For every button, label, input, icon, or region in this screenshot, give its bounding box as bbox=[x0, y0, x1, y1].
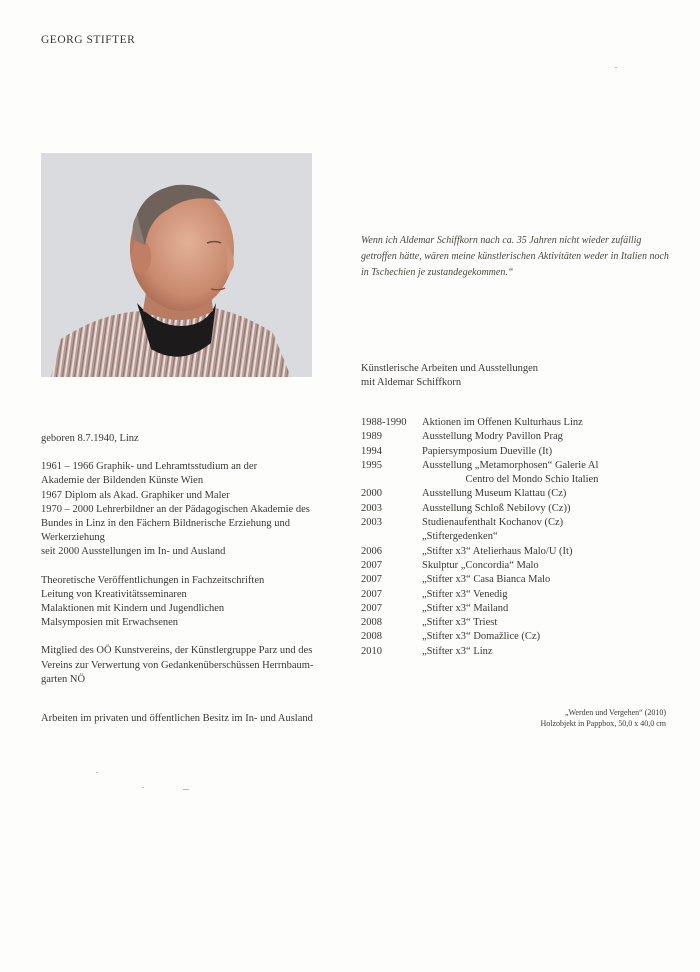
timeline-entry-text: Ausstellung Schloß Nebilovy (Cz)) bbox=[422, 502, 571, 514]
timeline-year: 2010 bbox=[361, 645, 382, 657]
timeline-year: 1989 bbox=[361, 431, 382, 443]
artwork-title: „Werden und Vergehen“ (2010) bbox=[564, 708, 666, 717]
scan-speck bbox=[183, 789, 189, 790]
timeline-row bbox=[361, 530, 598, 544]
timeline-year bbox=[361, 530, 422, 544]
timeline-row bbox=[361, 430, 598, 444]
timeline-year: 2003 bbox=[361, 517, 382, 529]
timeline-year: 2000 bbox=[361, 488, 382, 500]
timeline-entry bbox=[422, 588, 598, 602]
timeline-entry bbox=[422, 445, 598, 459]
works-ownership-note: Arbeiten im privaten und öffentlichen Besitz im In- und Ausland bbox=[41, 713, 313, 724]
timeline-entry-text: „Stifter x3“ Mailand bbox=[422, 602, 509, 614]
timeline-entry-text: „Stifter x3“ Atelierhaus Malo/U (It) bbox=[422, 545, 573, 557]
scan-speck bbox=[96, 772, 98, 773]
education-line: 1967 Diplom als Akad. Graphiker und Maler bbox=[41, 489, 230, 501]
exhibitions-heading bbox=[361, 362, 671, 390]
timeline-entry-text: „Stifter x3“ Triest bbox=[422, 617, 498, 629]
membership-line: Mitglied des OÖ Kunstvereins, der Künstlergruppe Parz und des bbox=[41, 645, 313, 657]
birth-info: geboren 8.7.1940, Linz bbox=[41, 433, 139, 444]
education-line: Bundes in Linz in den Fächern Bildnerische Erziehung und bbox=[41, 518, 291, 530]
timeline-entry-text: „Stifter x3“ Venedig bbox=[422, 588, 508, 600]
timeline-row bbox=[361, 416, 598, 430]
activity-line: Malaktionen mit Kindern und Jugendlichen bbox=[41, 603, 225, 615]
timeline-entry-text: Papiersymposium Dueville (It) bbox=[422, 445, 553, 457]
timeline-year: 2007 bbox=[361, 559, 382, 571]
timeline-entry bbox=[422, 545, 598, 559]
timeline-entry bbox=[422, 602, 598, 616]
timeline-row bbox=[361, 487, 598, 501]
education-line: Werkerziehung bbox=[41, 532, 105, 544]
timeline-year: 2008 bbox=[361, 617, 382, 629]
artwork-caption bbox=[540, 707, 666, 729]
timeline-year: 2006 bbox=[361, 545, 382, 557]
timeline-entry bbox=[422, 416, 598, 430]
activity-line: Malsymposien mit Erwachsenen bbox=[41, 617, 179, 629]
education-line: 1970 – 2000 Lehrerbildner an der Pädagogischen Akademie des bbox=[41, 503, 310, 515]
timeline-entry-text: „Stiftergedenken“ bbox=[422, 531, 498, 543]
timeline-year: 1988-1990 bbox=[361, 417, 407, 428]
membership-line: Vereins zur Verwertung von Gedankenüberschüssen Herrnbaum- bbox=[41, 659, 314, 671]
education-line: Akademie der Bildenden Künste Wien bbox=[41, 475, 204, 487]
timeline-entry-text: Studienaufenthalt Kochanov (Cz) bbox=[422, 517, 564, 529]
timeline-year: 1994 bbox=[361, 445, 382, 457]
timeline-entry-text: „Stifter x3“ Domažlice (Cz) bbox=[422, 631, 541, 643]
timeline-entry-text: „Stifter x3“ Linz bbox=[422, 645, 493, 657]
artist-portrait-photo bbox=[41, 153, 312, 377]
artwork-details: Holzobjekt in Pappbox, 50,0 x 40,0 cm bbox=[540, 719, 666, 728]
timeline-entry bbox=[422, 502, 598, 516]
timeline-entry-text: „Stifter x3“ Casa Bianca Malo bbox=[422, 574, 551, 586]
timeline-entry bbox=[422, 630, 598, 644]
exhibitions-heading-line-1: Künstlerische Arbeiten und Ausstellungen bbox=[361, 363, 539, 374]
timeline-entry bbox=[422, 559, 598, 573]
timeline-year: 2007 bbox=[361, 602, 382, 614]
artist-name-header: GEORG STIFTER bbox=[41, 34, 136, 46]
timeline-row bbox=[361, 545, 598, 559]
timeline-entry bbox=[422, 616, 598, 630]
memberships-block bbox=[41, 644, 341, 687]
timeline-entry-text: Ausstellung „Metamorphosen“ Galerie Al bbox=[422, 459, 599, 471]
timeline-entry-text: Aktionen im Offenen Kulturhaus Linz bbox=[422, 417, 583, 428]
timeline-row bbox=[361, 616, 598, 630]
timeline-row bbox=[361, 645, 598, 659]
timeline-entry-continuation: Centro del Mondo Schio Italien bbox=[465, 474, 599, 486]
timeline-year: 2008 bbox=[361, 631, 382, 643]
artist-quote: Wenn ich Aldemar Schiffkorn nach ca. 35 Jahren nicht wieder zufällig getroffen hätte, wären meine künstlerischen Aktivitäten weder in Italien noch in Tschechien je zustandegekommen.“ bbox=[361, 235, 669, 278]
timeline-entry bbox=[422, 645, 598, 659]
education-line: 1961 – 1966 Graphik- und Lehramtsstudium an der bbox=[41, 461, 258, 473]
timeline-row bbox=[361, 445, 598, 459]
education-line: seit 2000 Ausstellungen im In- und Ausland bbox=[41, 546, 226, 558]
exhibition-timeline bbox=[361, 416, 598, 659]
timeline-entry-text: Ausstellung Modry Pavillon Prag bbox=[422, 431, 563, 443]
timeline-row bbox=[361, 630, 598, 644]
activity-line: Leitung von Kreativitätsseminaren bbox=[41, 588, 187, 600]
timeline-row bbox=[361, 573, 598, 587]
timeline-entry bbox=[422, 430, 598, 444]
timeline-entry bbox=[422, 459, 598, 488]
timeline-entry bbox=[422, 487, 598, 501]
scan-speck bbox=[142, 787, 144, 788]
timeline-entry-text: Ausstellung Museum Klattau (Cz) bbox=[422, 488, 567, 500]
education-block bbox=[41, 460, 341, 559]
timeline-row bbox=[361, 502, 598, 516]
timeline-row bbox=[361, 559, 598, 573]
exhibitions-heading-line-2: mit Aldemar Schiffkorn bbox=[361, 377, 462, 388]
timeline-entry-text: Skulptur „Concordia“ Malo bbox=[422, 559, 539, 571]
timeline-year: 2007 bbox=[361, 574, 382, 586]
biography bbox=[41, 432, 341, 701]
timeline-year: 2007 bbox=[361, 588, 382, 600]
timeline-row bbox=[361, 588, 598, 602]
timeline-row bbox=[361, 459, 598, 488]
timeline-entry bbox=[422, 516, 598, 530]
timeline-year: 2003 bbox=[361, 502, 382, 514]
activities-block bbox=[41, 574, 341, 631]
timeline-entry bbox=[422, 573, 598, 587]
timeline-year: 1995 bbox=[361, 459, 382, 471]
scan-speck bbox=[615, 67, 617, 68]
membership-line: garten NÖ bbox=[41, 673, 86, 685]
timeline-row bbox=[361, 602, 598, 616]
timeline-row bbox=[361, 516, 598, 530]
activity-line: Theoretische Veröffentlichungen in Fachzeitschriften bbox=[41, 574, 265, 586]
timeline-entry bbox=[422, 530, 598, 544]
